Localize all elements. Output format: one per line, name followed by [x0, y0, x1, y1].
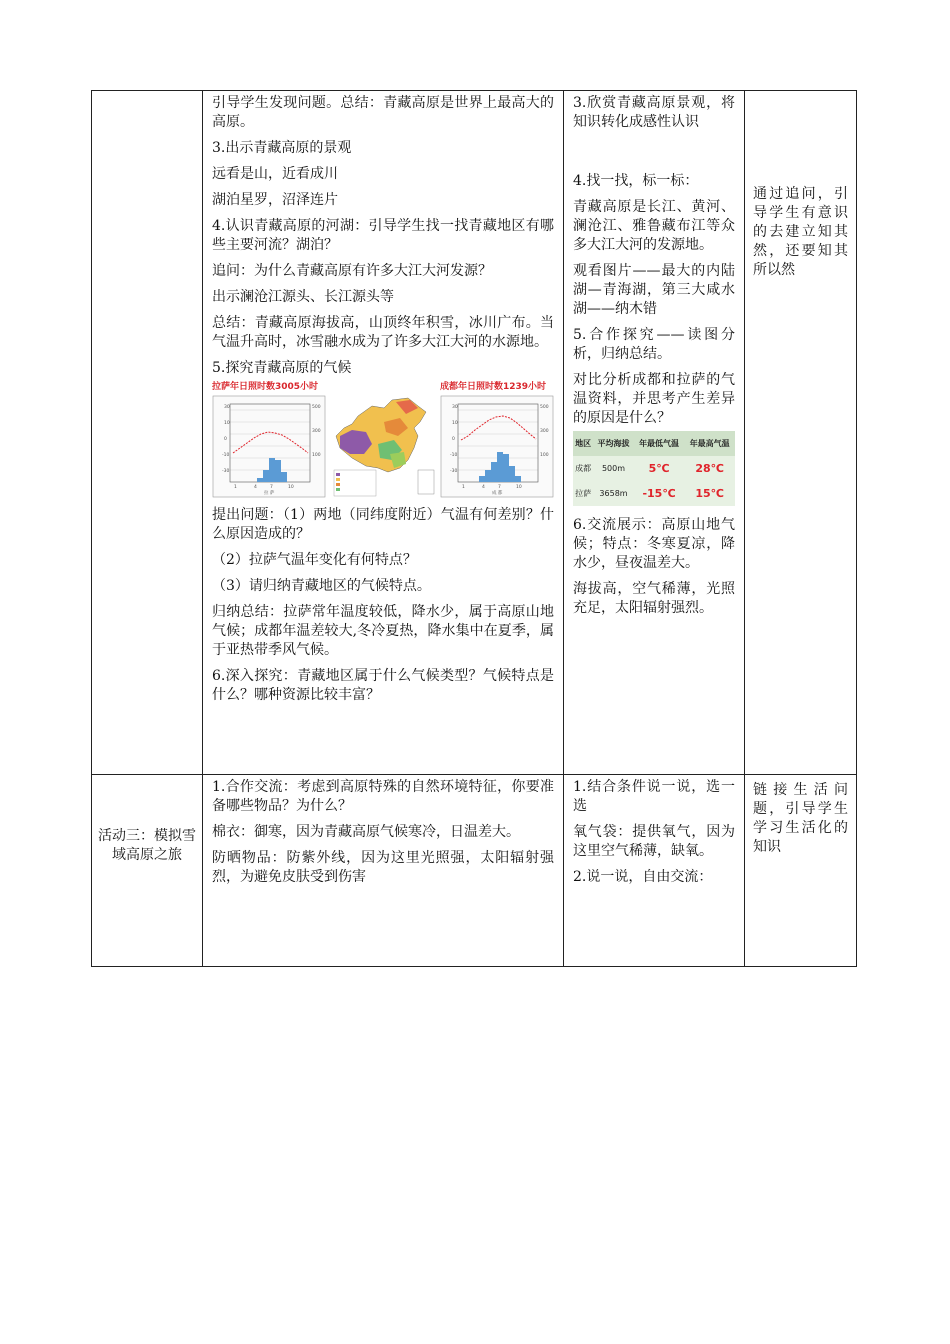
paragraph: （3）请归纳青藏地区的气候特点。	[212, 578, 431, 594]
svg-text:1: 1	[234, 485, 237, 490]
svg-text:100: 100	[312, 453, 321, 458]
paragraph: 6.深入探究：青藏地区属于什么气候类型？气候特点是什么？哪种资源比较丰富？	[212, 668, 554, 703]
paragraph: 棉衣：御寒，因为青藏高原气候寒冷，日温差大。	[212, 824, 520, 840]
svg-text:0: 0	[224, 437, 227, 442]
paragraph: 2.说一说，自由交流：	[573, 869, 713, 885]
svg-text:30: 30	[452, 405, 458, 410]
chengdu-chart-title: 成都年日照时数1239小时	[440, 382, 547, 392]
design-intent-text: 链接生活问题，引导学生学习生活化的知识	[753, 782, 848, 855]
design-intent-text: 通过追问，引导学生有意识的去建立知其然，还要知其所以然	[753, 186, 848, 278]
table-row	[92, 775, 857, 967]
paragraph: 3.欣赏青藏高原景观，将知识转化成感性认识	[573, 95, 735, 130]
lhasa-climate-chart	[212, 382, 326, 498]
paragraph: 3.出示青藏高原的景观	[212, 140, 352, 156]
svg-text:10: 10	[516, 485, 522, 490]
teacher-activity-cell	[203, 91, 564, 775]
svg-text:-30: -30	[450, 469, 458, 474]
china-map-image	[330, 388, 436, 498]
svg-text:300: 300	[312, 429, 321, 434]
paragraph: 1.合作交流：考虑到高原特殊的自然环境特征，你要准备哪些物品？为什么？	[212, 779, 554, 814]
paragraph: （2）拉萨气温年变化有何特点？	[212, 552, 417, 568]
paragraph: 引导学生发现问题。总结：青藏高原是世界上最高大的高原。	[212, 95, 554, 130]
table-cell: 3658m	[593, 481, 634, 506]
paragraph: 归纳总结：拉萨常年温度较低，降水少，属于高原山地气候；成都年温差较大,冬冷夏热，降水集中在夏季，属于亚热带季风气候。	[212, 604, 554, 658]
svg-text:4: 4	[482, 485, 485, 490]
table-cell: -15℃	[634, 481, 685, 506]
paragraph: 远看是山，近看成川	[212, 166, 338, 182]
design-intent-cell	[745, 775, 857, 967]
svg-text:100: 100	[540, 453, 549, 458]
climate-figure	[212, 382, 554, 498]
svg-text:30: 30	[224, 405, 230, 410]
table-row	[573, 481, 735, 506]
paragraph: 总结：青藏高原海拔高，山顶终年积雪，冰川广布。当气温升高时，冰雪融水成为了许多大江大河的水源地。	[212, 315, 554, 350]
paragraph: 海拔高，空气稀薄，光照充足，太阳辐射强烈。	[573, 581, 735, 616]
svg-text:-10: -10	[450, 453, 458, 458]
teacher-activity-cell	[203, 775, 564, 967]
chengdu-climate-chart	[440, 382, 554, 498]
paragraph: 对比分析成都和拉萨的气温资料，并思考产生差异的原因是什么？	[573, 372, 735, 426]
paragraph: 4.找一找，标一标：	[573, 173, 699, 189]
table-header: 地区	[573, 431, 593, 456]
svg-text:7: 7	[270, 485, 273, 490]
svg-text:0: 0	[452, 437, 455, 442]
paragraph: 提出问题：（1）两地（同纬度附近）气温有何差别？什么原因造成的？	[212, 507, 554, 542]
paragraph: 5.合作探究——读图分析，归纳总结。	[573, 327, 735, 362]
paragraph: 追问：为什么青藏高原有许多大江大河发源？	[212, 263, 492, 279]
table-cell: 500m	[593, 456, 634, 481]
table-row	[573, 431, 735, 456]
design-intent-cell	[745, 91, 857, 775]
svg-text:-30: -30	[222, 469, 230, 474]
activity-title: 活动三：模拟雪域高原之旅	[98, 828, 196, 863]
svg-text:300: 300	[540, 429, 549, 434]
paragraph: 青藏高原是长江、黄河、澜沧江、雅鲁藏布江等众多大江大河的发源地。	[573, 199, 735, 253]
table-row	[92, 91, 857, 775]
svg-text:4: 4	[254, 485, 257, 490]
temperature-comparison-table	[573, 431, 735, 506]
table-cell: 5℃	[634, 456, 685, 481]
svg-text:10: 10	[452, 421, 458, 426]
table-cell: 成都	[573, 456, 593, 481]
paragraph: 观看图片——最大的内陆湖—青海湖，第三大咸水湖——纳木错	[573, 263, 735, 317]
table-cell: 28℃	[684, 456, 735, 481]
svg-text:成 都: 成 都	[492, 491, 503, 496]
table-cell: 15℃	[684, 481, 735, 506]
paragraph: 出示澜沧江源头、长江源头等	[212, 289, 394, 305]
paragraph: 湖泊星罗，沼泽连片	[212, 192, 338, 208]
student-activity-cell	[564, 91, 745, 775]
table-header: 年最高气温	[684, 431, 735, 456]
paragraph: 防晒物品：防紫外线，因为这里光照强，太阳辐射强烈，为避免皮肤受到伤害	[212, 850, 554, 885]
lesson-plan-table	[91, 90, 857, 967]
svg-text:10: 10	[288, 485, 294, 490]
svg-text:1: 1	[462, 485, 465, 490]
table-cell: 拉萨	[573, 481, 593, 506]
svg-text:500: 500	[312, 405, 321, 410]
paragraph: 5.探究青藏高原的气候	[212, 360, 352, 376]
paragraph: 6.交流展示：高原山地气候；特点：冬寒夏凉，降水少，昼夜温差大。	[573, 517, 735, 571]
table-header: 平均海拔	[593, 431, 634, 456]
table-row	[573, 456, 735, 481]
activity-cell-empty	[92, 91, 203, 775]
svg-text:-10: -10	[222, 453, 230, 458]
svg-text:500: 500	[540, 405, 549, 410]
svg-text:拉 萨: 拉 萨	[264, 491, 275, 496]
paragraph: 氧气袋：提供氧气，因为这里空气稀薄，缺氧。	[573, 824, 735, 859]
activity-cell	[92, 775, 203, 967]
table-header: 年最低气温	[634, 431, 685, 456]
svg-text:7: 7	[498, 485, 501, 490]
lhasa-chart-title: 拉萨年日照时数3005小时	[212, 382, 319, 392]
student-activity-cell	[564, 775, 745, 967]
paragraph: 1.结合条件说一说，选一选	[573, 779, 735, 814]
paragraph: 4.认识青藏高原的河湖：引导学生找一找青藏地区有哪些主要河流？湖泊？	[212, 218, 554, 253]
svg-text:10: 10	[224, 421, 230, 426]
